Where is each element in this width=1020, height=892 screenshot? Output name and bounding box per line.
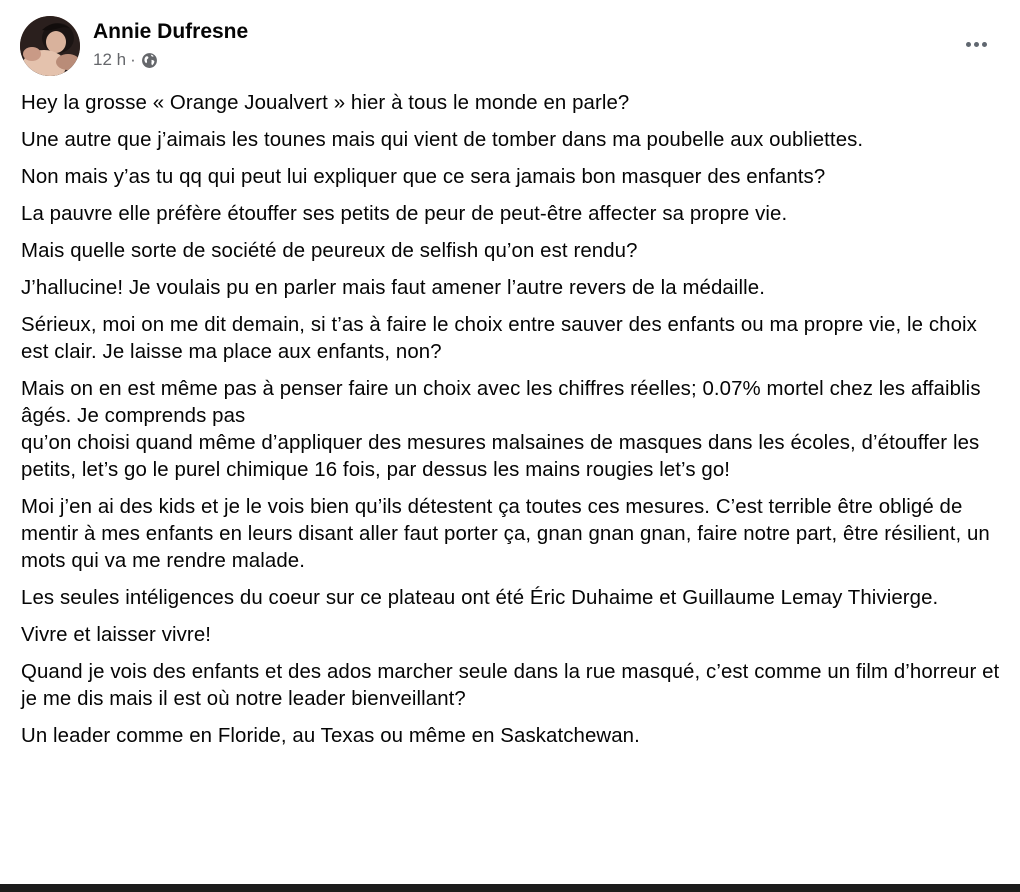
post-paragraph: Une autre que j’aimais les tounes mais qui vient de tomber dans ma poubelle aux oubliettes. [21, 129, 864, 151]
post-paragraph: J’hallucine! Je voulais pu en parler mais faut amener l’autre revers de la médaille. [21, 277, 765, 299]
post-header [20, 16, 1000, 80]
post-paragraph: Moi j’en ai des kids et je le vois bien qu’ils détestent ça toutes ces mesures. C’est terrible être obligé de mentir à mes enfants en leurs disant aller faut porter ça, gnan gnan gnan, faire notre part, être résilient, un mots qui va me rendre malade. [21, 496, 990, 572]
more-horizontal-icon [966, 42, 971, 47]
meta-separator: · [130, 50, 136, 69]
post-paragraph: Hey la grosse « Orange Joualvert » hier à tous le monde en parle? [21, 92, 630, 114]
post-paragraph: Non mais y’as tu qq qui peut lui expliquer que ce sera jamais bon masquer des enfants? [21, 166, 826, 188]
author-avatar[interactable] [20, 16, 80, 76]
post-paragraph: Un leader comme en Floride, au Texas ou même en Saskatchewan. [21, 725, 640, 747]
bottom-edge [0, 884, 1020, 892]
post-timestamp[interactable]: 12 h [93, 50, 127, 69]
avatar-photo-icon [20, 16, 80, 76]
post-paragraph: La pauvre elle préfère étouffer ses petits de peur de peut-être affecter sa propre vie. [21, 203, 788, 225]
more-options-button[interactable] [956, 28, 996, 60]
post-paragraph: Les seules intéligences du coeur sur ce plateau ont été Éric Duhaime et Guillaume Lemay Thivierge. [21, 587, 939, 609]
more-horizontal-icon-dot [982, 42, 987, 47]
author-name[interactable]: Annie Dufresne [93, 20, 249, 43]
post-meta [93, 50, 158, 70]
post-paragraph: Mais quelle sorte de société de peureux de selfish qu’on est rendu? [21, 240, 638, 262]
post-text [21, 90, 1001, 760]
more-horizontal-icon-dot [974, 42, 979, 47]
post-paragraph: Mais on en est même pas à penser faire un choix avec les chiffres réelles; 0.07% mortel chez les affaiblis âgés. Je comprends pas qu’on choisi quand même d’appliquer des mesures malsaines de masques dans les écoles, d’étouffer les petits, let’s go le purel chimique 16 fois, par dessus les mains rougies let’s go! [21, 378, 981, 481]
post-paragraph: Vivre et laisser vivre! [21, 624, 212, 646]
post-paragraph: Sérieux, moi on me dit demain, si t’as à faire le choix entre sauver des enfants ou ma propre vie, le choix est clair. Je laisse ma place aux enfants, non? [21, 314, 977, 363]
globe-icon[interactable] [141, 52, 158, 69]
post-paragraph: Quand je vois des enfants et des ados marcher seule dans la rue masqué, c’est comme un film d’horreur et je me dis mais il est où notre leader bienveillant? [21, 661, 1000, 710]
